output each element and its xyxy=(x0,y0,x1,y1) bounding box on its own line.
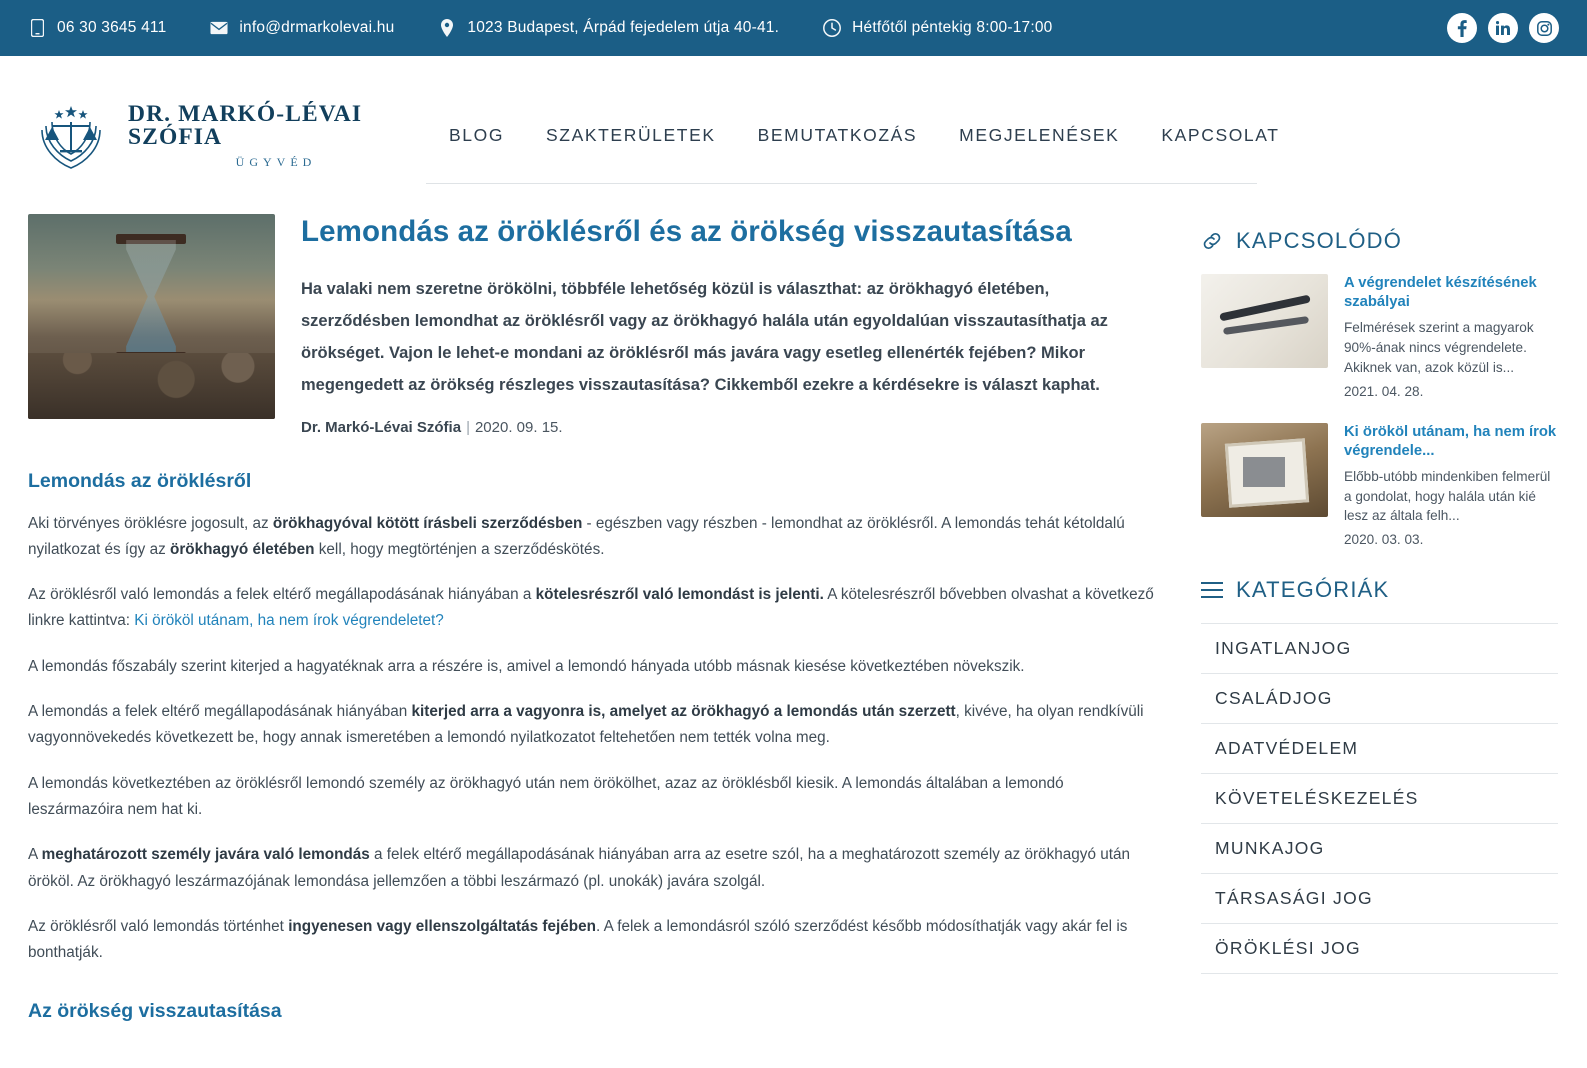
list-item[interactable] xyxy=(1201,274,1558,399)
p4-part-a: A lemondás a felek eltérő megállapodásának hiányában xyxy=(28,703,412,721)
site-logo[interactable] xyxy=(28,92,424,178)
paragraph-4 xyxy=(28,699,1155,752)
category-item-orokles-jog[interactable]: ÖRÖKLÉSI JOG xyxy=(1201,924,1558,974)
related-date: 2021. 04. 28. xyxy=(1344,383,1424,399)
category-item-munkajog[interactable]: MUNKAJOG xyxy=(1201,824,1558,874)
article-column xyxy=(28,214,1183,1041)
p1-part-d: kell, hogy megtörténjen a szerződéskötés. xyxy=(314,540,605,558)
hamburger-list-icon xyxy=(1201,579,1223,601)
opening-hours-text: Hétfőtől péntekig 8:00-17:00 xyxy=(852,19,1053,36)
nav-item-kapcsolat[interactable]: KAPCSOLAT xyxy=(1161,124,1280,145)
nav-item-bemutatkozas[interactable]: BEMUTATKOZÁS xyxy=(757,124,918,145)
instagram-icon[interactable] xyxy=(1529,13,1559,43)
categories-heading-text: KATEGÓRIÁK xyxy=(1236,577,1390,603)
email-text: info@drmarkolevai.hu xyxy=(239,19,395,36)
related-thumbnail xyxy=(1201,423,1328,517)
top-contact-items xyxy=(28,19,1447,37)
p4-part-c: , kivéve, ha olyan rendkívüli vagyonnövekedés következett be, hogy annak ismeretében a lemondó nyilatkozatot feltehetően nem tették volna meg. xyxy=(28,703,1144,747)
linkedin-icon[interactable] xyxy=(1488,13,1518,43)
map-pin-icon xyxy=(438,19,456,37)
section-heading-lemondas: Lemondás az öröklésről xyxy=(28,469,252,492)
article-date: 2020. 09. 15. xyxy=(474,418,563,436)
p6-bold: meghatározott személy javára való lemondás xyxy=(41,846,370,864)
brand-name: DR. MARKÓ-LÉVAI SZÓFIA xyxy=(128,100,363,150)
main-navigation xyxy=(424,125,1301,146)
phone-contact[interactable] xyxy=(28,19,166,37)
paragraph-1 xyxy=(28,511,1155,564)
section-heading-visszautasitas: Az örökség visszautasítása xyxy=(28,1000,282,1023)
social-links xyxy=(1447,13,1559,43)
paragraph-3: A lemondás főszabály szerint kiterjed a hagyatéknak arra a részére is, amivel a lemondó hányada utóbb másnak kiesése következtében növekszik. xyxy=(28,657,1025,675)
article-byline xyxy=(301,419,1155,436)
brand-text xyxy=(128,100,424,169)
nav-item-blog[interactable]: BLOG xyxy=(449,124,505,145)
p1-bold-2: örökhagyó életében xyxy=(170,540,315,558)
address-contact[interactable] xyxy=(438,19,779,37)
category-item-tarsasagi-jog[interactable]: TÁRSASÁGI JOG xyxy=(1201,874,1558,924)
nav-item-megjelenesek[interactable]: MEGJELENÉSEK xyxy=(959,124,1120,145)
p2-bold: kötelesrészről való lemondást is jelenti. xyxy=(535,586,824,604)
header-divider xyxy=(426,183,1257,184)
page-title: Lemondás az öröklésről és az örökség visszautasítása xyxy=(301,215,1072,248)
p2-part-c: A kötelesrészről bővebben olvashat a következő linkre kattintva: xyxy=(28,586,1154,630)
related-body xyxy=(1344,274,1558,399)
article-featured-image xyxy=(28,214,275,419)
p2-part-a: Az öröklésről való lemondás a felek eltérő megállapodásának hiányában a xyxy=(28,586,536,604)
facebook-icon[interactable] xyxy=(1447,13,1477,43)
p1-part-c: - egészben vagy részben - lemondhat az öröklésről. A lemondás tehát kétoldalú nyilatkozat és így az xyxy=(28,514,1125,558)
phone-text: 06 30 3645 411 xyxy=(57,19,167,36)
page-content xyxy=(0,214,1587,1041)
scales-of-justice-logo-icon xyxy=(28,92,114,178)
paragraph-2 xyxy=(28,582,1155,635)
envelope-icon xyxy=(210,19,228,37)
category-list xyxy=(1201,623,1558,974)
related-body xyxy=(1344,423,1558,548)
related-heading-text: KAPCSOLÓDÓ xyxy=(1236,228,1403,253)
clock-icon xyxy=(823,19,841,37)
category-item-kovetleskezeles[interactable]: KÖVETELÉSKEZELÉS xyxy=(1201,774,1558,824)
p7-part-a: Az öröklésről való lemondás történhet xyxy=(28,917,289,935)
paragraph-7 xyxy=(28,914,1155,967)
p6-part-a: A xyxy=(28,846,42,864)
site-header xyxy=(0,56,1587,214)
brand-subtitle: ÜGYVÉD xyxy=(235,154,317,169)
article-author: Dr. Markó-Lévai Szófia xyxy=(301,418,462,436)
paragraph-5: A lemondás következtében az öröklésről lemondó személy az örökhagyó után nem örökölhet, azaz az öröklésből kiesik. A lemondás általában a lemondó leszármazóira nem hat ki. xyxy=(28,774,1064,818)
inline-link-kotelesresz[interactable]: Ki örököl utánam, ha nem írok végrendeletet? xyxy=(134,612,444,630)
p7-part-c: . A felek a lemondásról szóló szerződést később módosíthatják vagy akár fel is bonthatják. xyxy=(28,917,1128,962)
email-contact[interactable] xyxy=(210,19,394,37)
article-header xyxy=(28,214,1155,436)
related-excerpt: Előbb-utóbb mindenkiben felmerül a gondolat, hogy halála után kié lesz az általa felh... xyxy=(1344,469,1551,524)
category-item-ingatlanjog[interactable]: INGATLANJOG xyxy=(1201,623,1558,674)
link-icon xyxy=(1201,230,1223,252)
related-heading xyxy=(1201,228,1558,254)
related-title[interactable]: A végrendelet készítésének szabályai xyxy=(1344,275,1537,311)
category-item-adatvedelem[interactable]: ADATVÉDELEM xyxy=(1201,724,1558,774)
category-item-csaladjog[interactable]: CSALÁDJOG xyxy=(1201,674,1558,724)
p1-bold-1: örökhagyóval kötött írásbeli szerződésben xyxy=(272,514,583,532)
phone-icon xyxy=(28,19,46,37)
top-contact-bar xyxy=(0,0,1587,56)
byline-separator: | xyxy=(466,418,470,436)
categories-heading xyxy=(1201,577,1558,603)
article-lead: Ha valaki nem szeretne örökölni, többféle lehetőség közül is választhat: az örökhagyó életében, szerződésben lemondhat az öröklésről vagy az örökhagyó halála után egyoldalúan visszautasíthatja az örökséget. Vajon le lehet-e mondani az öröklésről más javára vagy esetleg ellenérték fejében? Mikor megengedett az örökség részleges visszautasítása? Cikkemből ezekre a kérdésekre is választ kaphat. xyxy=(301,279,1108,395)
opening-hours xyxy=(823,19,1052,37)
address-text: 1023 Budapest, Árpád fejedelem útja 40-41. xyxy=(467,19,780,36)
related-thumbnail xyxy=(1201,274,1328,368)
p6-part-c: a felek eltérő megállapodásának hiányában arra az esetre szól, ha a meghatározott személy az örökhagyó után örököl. Az örökhagyó leszármazójának lemondása jellemzően a többi leszármazó (pl. unokák) javára szolgál. xyxy=(28,846,1130,890)
related-excerpt: Felmérések szerint a magyarok 90%-ának nincs végrendelete. Akiknek van, azok közül is... xyxy=(1344,320,1534,375)
sidebar xyxy=(1183,214,1558,1041)
paragraph-6 xyxy=(28,842,1155,895)
p1-part-a: Aki törvényes öröklésre jogosult, az xyxy=(28,514,273,532)
nav-item-szakteruletek[interactable]: SZAKTERÜLETEK xyxy=(546,124,716,145)
p4-bold: kiterjed arra a vagyonra is, amelyet az örökhagyó a lemondás után szerzett xyxy=(411,703,956,721)
p7-bold: ingyenesen vagy ellenszolgáltatás fejében xyxy=(288,917,596,935)
list-item[interactable] xyxy=(1201,423,1558,548)
related-date: 2020. 03. 03. xyxy=(1344,532,1424,548)
related-title[interactable]: Ki örököl utánam, ha nem írok végrendele... xyxy=(1344,423,1557,459)
